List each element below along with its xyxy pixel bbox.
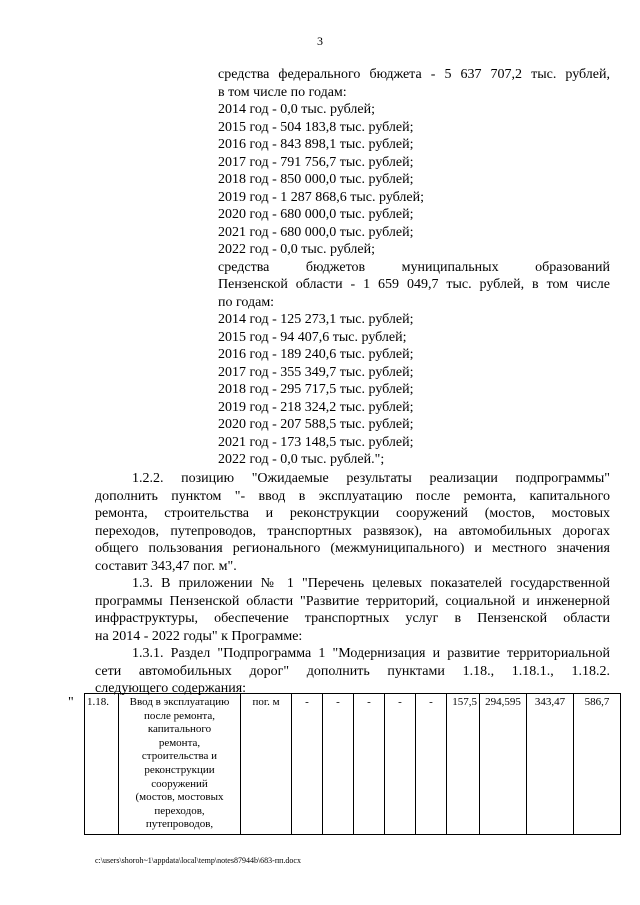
budget-line: 2017 год - 791 756,7 тыс. рублей; — [218, 154, 414, 170]
budget-line: 2016 год - 843 898,1 тыс. рублей; — [218, 137, 414, 152]
paragraph-1-3 — [95, 575, 610, 645]
budget-line: Пензенской области - 1 659 049,7 тыс. рублей, в том числе — [218, 277, 610, 292]
budget-line: 2021 год - 173 148,5 тыс. рублей; — [218, 434, 414, 450]
indicators-table — [84, 693, 621, 835]
budget-block — [218, 66, 610, 469]
paragraph-line: ремонта, строительства и реконструкции сооружений (мостов, мостовых — [95, 506, 610, 521]
indicator-name-line: реконструкции — [144, 763, 215, 776]
budget-line: 2019 год - 1 287 868,6 тыс. рублей; — [218, 189, 425, 205]
indicator-name-line: капитального — [147, 723, 212, 736]
paragraph-line: инфраструктуры, обеспечение транспортных услуг в Пензенской области — [95, 611, 610, 626]
budget-line: средства федерального бюджета - 5 637 707,2 тыс. рублей, — [218, 67, 610, 82]
paragraph-line: 1.3. В приложении № 1 "Перечень целевых показателей государственной — [132, 576, 610, 591]
budget-line: 2014 год - 125 273,1 тыс. рублей; — [218, 312, 414, 327]
budget-line: 2021 год - 680 000,0 тыс. рублей; — [218, 224, 414, 240]
budget-line: 2018 год - 850 000,0 тыс. рублей; — [218, 172, 414, 187]
page-number: 3 — [317, 34, 323, 48]
indicator-name-line: ремонта, — [158, 736, 201, 749]
value-cell: 157,5 — [447, 694, 480, 835]
paragraph-line: на 2014 - 2022 годы" к Программе: — [95, 628, 303, 644]
value-cell: - — [354, 694, 385, 835]
value-cell: - — [416, 694, 447, 835]
budget-line: 2022 год - 0,0 тыс. рублей; — [218, 242, 376, 257]
paragraph-line: дополнить пунктом "- ввод в эксплуатацию после ремонта, капитального — [95, 488, 610, 504]
indicator-name-line: Ввод в эксплуатацию — [129, 696, 230, 708]
indicator-name-line: путепроводов, — [145, 818, 214, 831]
budget-line: 2015 год - 504 183,8 тыс. рублей; — [218, 119, 414, 135]
value-cell: - — [323, 694, 354, 835]
opening-quote: " — [68, 695, 74, 710]
indicator-name-line: после ремонта, — [144, 709, 215, 722]
value-cell: 343,47 — [527, 694, 574, 835]
paragraph-line: переходов, путепроводов, транспортных развязок), на автомобильных дорогах — [95, 523, 610, 539]
budget-line: 2019 год - 218 324,2 тыс. рублей; — [218, 399, 414, 415]
budget-line: 2018 год - 295 717,5 тыс. рублей; — [218, 382, 414, 397]
indicator-name-cell — [119, 694, 241, 835]
budget-line: в том числе по годам: — [218, 84, 347, 100]
budget-line: 2020 год - 680 000,0 тыс. рублей; — [218, 207, 414, 222]
paragraph-line: составит 343,47 пог. м". — [95, 558, 237, 574]
budget-line: по годам: — [218, 294, 275, 310]
value-cell: 586,7 — [574, 694, 621, 835]
value-cell: 294,595 — [480, 694, 527, 835]
paragraph-line: 1.3.1. Раздел "Подпрограмма 1 "Модернизация и развитие территориальной — [132, 646, 610, 661]
footer-file-path: c:\users\shoroh~1\appdata\local\temp\notes87944b\683-пп.docx — [95, 856, 301, 865]
paragraph-1-3-1 — [95, 645, 610, 698]
indicator-name-line: строительства и — [141, 750, 218, 763]
indicator-name-line: переходов, — [154, 804, 205, 817]
budget-line: 2017 год - 355 349,7 тыс. рублей; — [218, 364, 414, 380]
row-number-cell: 1.18. — [85, 694, 119, 835]
budget-line: 2022 год - 0,0 тыс. рублей."; — [218, 452, 385, 467]
unit-cell: пог. м — [241, 694, 292, 835]
budget-line: средства бюджетов муниципальных образований — [218, 259, 610, 275]
budget-line: 2020 год - 207 588,5 тыс. рублей; — [218, 417, 414, 432]
value-cell: - — [292, 694, 323, 835]
indicator-name-line: сооружений — [151, 777, 208, 790]
value-cell: - — [385, 694, 416, 835]
indicator-name-line: (мостов, мостовых — [135, 791, 224, 804]
paragraph-line: 1.2.2. позицию "Ожидаемые результаты реализации подпрограммы" — [132, 471, 610, 486]
budget-line: 2014 год - 0,0 тыс. рублей; — [218, 102, 376, 117]
paragraph-1-2-2 — [95, 470, 610, 575]
paragraph-line: общего пользования регионального (межмуниципального) и местного значения — [95, 541, 610, 556]
budget-line: 2016 год - 189 240,6 тыс. рублей; — [218, 347, 414, 362]
paragraph-line: сети автомобильных дорог" дополнить пунктами 1.18., 1.18.1., 1.18.2. — [95, 663, 610, 679]
paragraph-line: следующего содержания: — [95, 681, 247, 696]
paragraph-line: программы Пензенской области "Развитие территорий, социальной и инженерной — [95, 593, 610, 609]
table-row — [85, 694, 621, 835]
budget-line: 2015 год - 94 407,6 тыс. рублей; — [218, 329, 407, 345]
